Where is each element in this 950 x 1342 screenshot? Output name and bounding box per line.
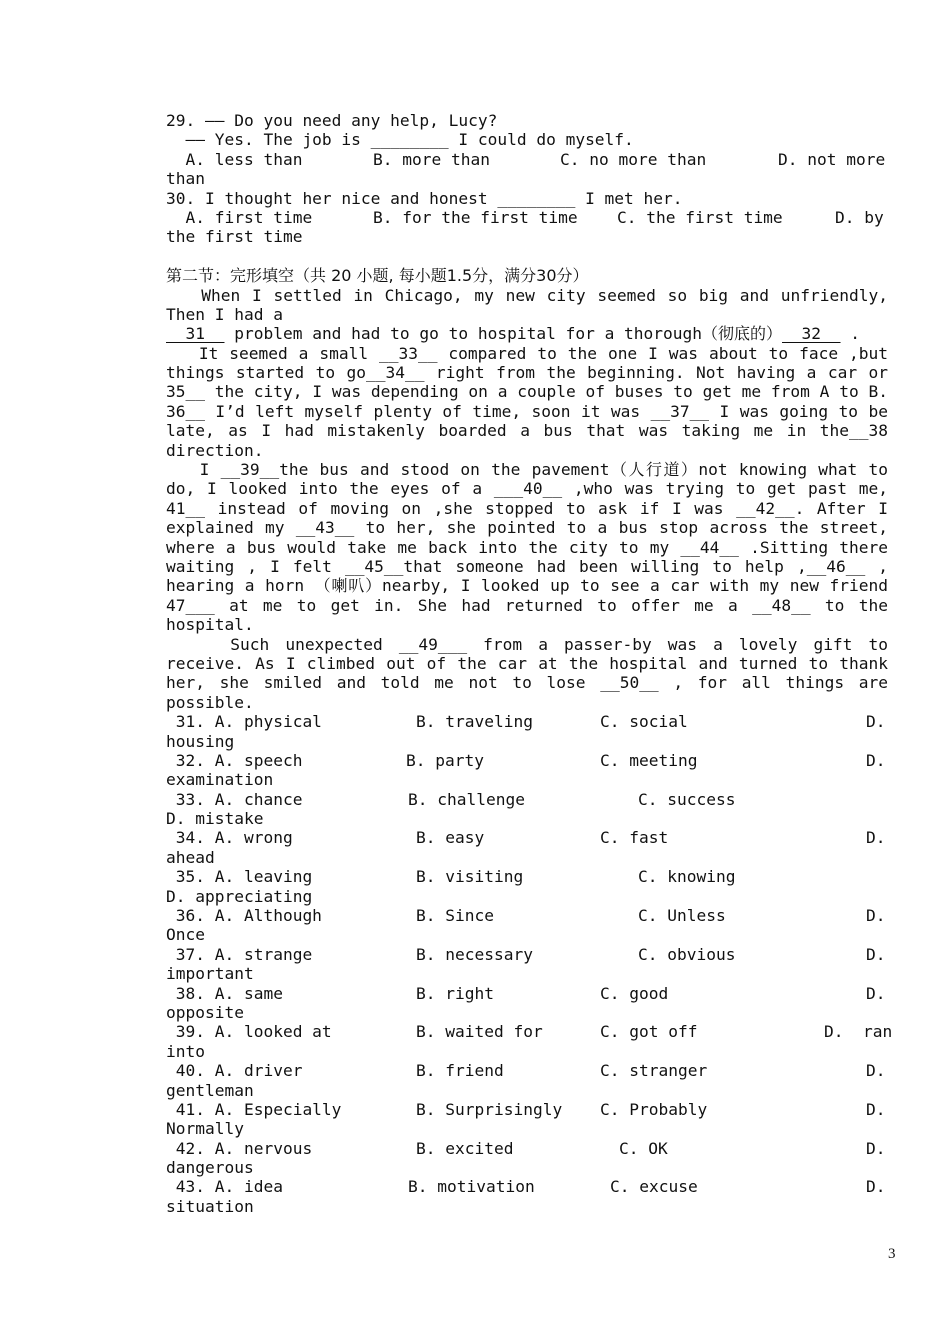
option-c: C. obvious [638, 944, 736, 964]
option-row [166, 790, 888, 809]
passage-line: 47___ at me to get in. She had returned to offer me a __48__ to the [166, 595, 888, 615]
option-wrap: important [166, 964, 254, 984]
passage-line [166, 460, 888, 479]
option-d: D. [866, 983, 886, 1003]
option-b: B. Since [416, 906, 494, 926]
passage-line: things started to go__34__ right from the beginning. Not having a car or [166, 363, 888, 383]
option-a: 35. A. leaving [166, 867, 313, 887]
option-b: B. motivation [408, 1177, 535, 1197]
option-wrap: D. mistake [166, 809, 264, 829]
option-a: 34. A. wrong [166, 828, 293, 848]
passage-line [166, 324, 888, 343]
chinese-gloss: （彻底的） [702, 324, 783, 344]
passage-line: where a bus would take me back into the city to my __44__ .Sitting there [166, 537, 888, 557]
q29-option-a: A. less than [166, 149, 303, 169]
option-c: C. fast [600, 828, 669, 848]
option-row [166, 945, 888, 964]
passage-line: do, I looked into the eyes of a ___40__ ,who was trying to get past me, [166, 479, 888, 499]
option-b: B. waited for [416, 1022, 543, 1042]
option-b: B. party [406, 750, 484, 770]
passage-line: Then I had a [166, 304, 283, 324]
option-d: D. [866, 712, 886, 732]
passage-line: hospital. [166, 615, 254, 635]
q30-stem: 30. I thought her nice and honest ________ I met her. [166, 188, 683, 208]
passage-line: 41__ instead of moving on ,she stopped to ask if I was __42__. After I [166, 498, 888, 518]
options-list [166, 712, 893, 1216]
q29-options [166, 150, 888, 169]
passage-line: 35__ the city, I was depending on a couple of buses to get me from A to B. [166, 382, 888, 402]
option-wrap: gentleman [166, 1080, 254, 1100]
option-c: C. knowing [638, 867, 736, 887]
q29-answer-line: —— Yes. The job is ________ I could do myself. [166, 130, 634, 150]
option-b: B. necessary [416, 944, 533, 964]
q30-option-d: D. by [835, 207, 884, 227]
passage-line: late, as I had mistakenly boarded a bus that was taking me in the__38 [166, 421, 888, 441]
passage-text: hearing a horn [166, 576, 315, 596]
option-a: 42. A. nervous [166, 1138, 313, 1158]
option-d: D. [866, 1099, 886, 1119]
option-wrap: examination [166, 770, 274, 790]
passage-line [166, 576, 888, 595]
passage-text: I __39__the bus and stood on the pavement [166, 460, 610, 480]
q29-option-d-wrap: than [166, 169, 205, 189]
chinese-gloss: （喇叭） [314, 576, 382, 596]
option-c: C. meeting [600, 750, 698, 770]
blank-32: __32__ [782, 324, 841, 344]
option-a: 36. A. Although [166, 906, 322, 926]
chinese-gloss: （人行道） [609, 460, 699, 480]
option-row [166, 984, 888, 1003]
option-wrap: Once [166, 925, 205, 945]
option-row [166, 906, 888, 925]
option-row [166, 828, 888, 847]
option-d: D. ran [824, 1022, 893, 1042]
option-a: 40. A. driver [166, 1061, 303, 1081]
passage-line: Such unexpected __49___ from a passer-by was a lovely gift to [166, 634, 888, 654]
option-a: 39. A. looked at [166, 1022, 332, 1042]
q29-option-c: C. no more than [560, 149, 707, 169]
content [166, 111, 893, 1216]
option-b: B. friend [416, 1061, 504, 1081]
option-a: 41. A. Especially [166, 1099, 342, 1119]
option-c: C. good [600, 983, 669, 1003]
option-d: D. [866, 828, 886, 848]
q30-option-d-wrap: the first time [166, 227, 303, 247]
q30-option-a: A. first time [166, 207, 313, 227]
option-c: C. OK [619, 1138, 668, 1158]
q29-option-d: D. not more [778, 149, 886, 169]
passage-text: . [840, 324, 861, 344]
option-c: C. Probably [600, 1099, 708, 1119]
option-c: C. social [600, 712, 688, 732]
option-row [166, 1100, 888, 1119]
passage-line: When I settled in Chicago, my new city seemed so big and unfriendly, [166, 285, 888, 305]
option-d: D. [866, 750, 886, 770]
passage-line: 36__ I’d left myself plenty of time, soon it was __37__ I was going to be [166, 401, 888, 421]
option-row [166, 1022, 893, 1042]
option-d: D. [866, 1138, 886, 1158]
passage-line: her, she smiled and told me not to lose __50__ , for all things are [166, 673, 888, 693]
option-d: D. [866, 1061, 886, 1081]
passage-line: possible. [166, 692, 254, 712]
option-d: D. [866, 906, 886, 926]
option-b: B. challenge [408, 789, 525, 809]
option-c: C. success [638, 789, 736, 809]
option-b: B. visiting [416, 867, 524, 887]
option-row [166, 712, 888, 731]
option-row [166, 1177, 888, 1196]
passage-line: It seemed a small __33__ compared to the one I was about to face ,but [166, 343, 888, 363]
option-wrap: into [166, 1041, 205, 1061]
option-a: 33. A. chance [166, 789, 303, 809]
option-c: C. stranger [600, 1061, 708, 1081]
page-number: 3 [888, 1246, 896, 1262]
passage-text: not knowing what to [698, 460, 888, 480]
blank-31: __31__ [166, 324, 225, 344]
q30-option-b: B. for the first time [373, 207, 578, 227]
option-c: C. excuse [610, 1177, 698, 1197]
option-wrap: situation [166, 1196, 254, 1216]
option-wrap: D. appreciating [166, 886, 313, 906]
option-d: D. [866, 944, 886, 964]
option-a: 38. A. same [166, 983, 283, 1003]
spacer [166, 247, 888, 266]
option-b: B. excited [416, 1138, 514, 1158]
option-c: C. Unless [638, 906, 726, 926]
option-a: 31. A. physical [166, 712, 322, 732]
q29-stem: 29. —— Do you need any help, Lucy? [166, 111, 498, 130]
option-b: B. Surprisingly [416, 1099, 563, 1119]
option-b: B. traveling [416, 712, 533, 732]
passage-line: explained my __43__ to her, she pointed to a bus stop across the street, [166, 518, 888, 538]
option-a: 37. A. strange [166, 944, 313, 964]
option-a: 43. A. idea [166, 1177, 283, 1197]
passage-line: waiting , I felt __45__that someone had been willing to help ,__46__ , [166, 556, 888, 576]
passage-line: receive. As I climbed out of the car at the hospital and turned to thank [166, 653, 888, 673]
option-d: D. [866, 1177, 886, 1197]
option-row [166, 751, 888, 770]
option-b: B. easy [416, 828, 485, 848]
option-row [166, 1139, 888, 1158]
option-c: C. got off [600, 1022, 698, 1042]
option-a: 32. A. speech [166, 750, 303, 770]
option-row [166, 1061, 888, 1080]
q30-option-c: C. the first time [617, 207, 783, 227]
option-wrap: Normally [166, 1119, 244, 1139]
passage-text: nearby, I looked up to see a car with my new friend [381, 576, 889, 596]
option-row [166, 867, 888, 886]
option-wrap: dangerous [166, 1158, 254, 1178]
option-wrap: ahead [166, 847, 215, 867]
option-wrap: opposite [166, 1002, 244, 1022]
option-b: B. right [416, 983, 494, 1003]
passage-text: problem and had to go to hospital for a thorough [224, 324, 703, 344]
option-wrap: housing [166, 731, 235, 751]
q30-options [166, 208, 888, 227]
section-title: 第二节：完形填空（共 20 小题, 每小题1.5分，满分30分） [166, 266, 589, 286]
passage-line: direction. [166, 440, 264, 460]
q29-option-b: B. more than [373, 149, 490, 169]
